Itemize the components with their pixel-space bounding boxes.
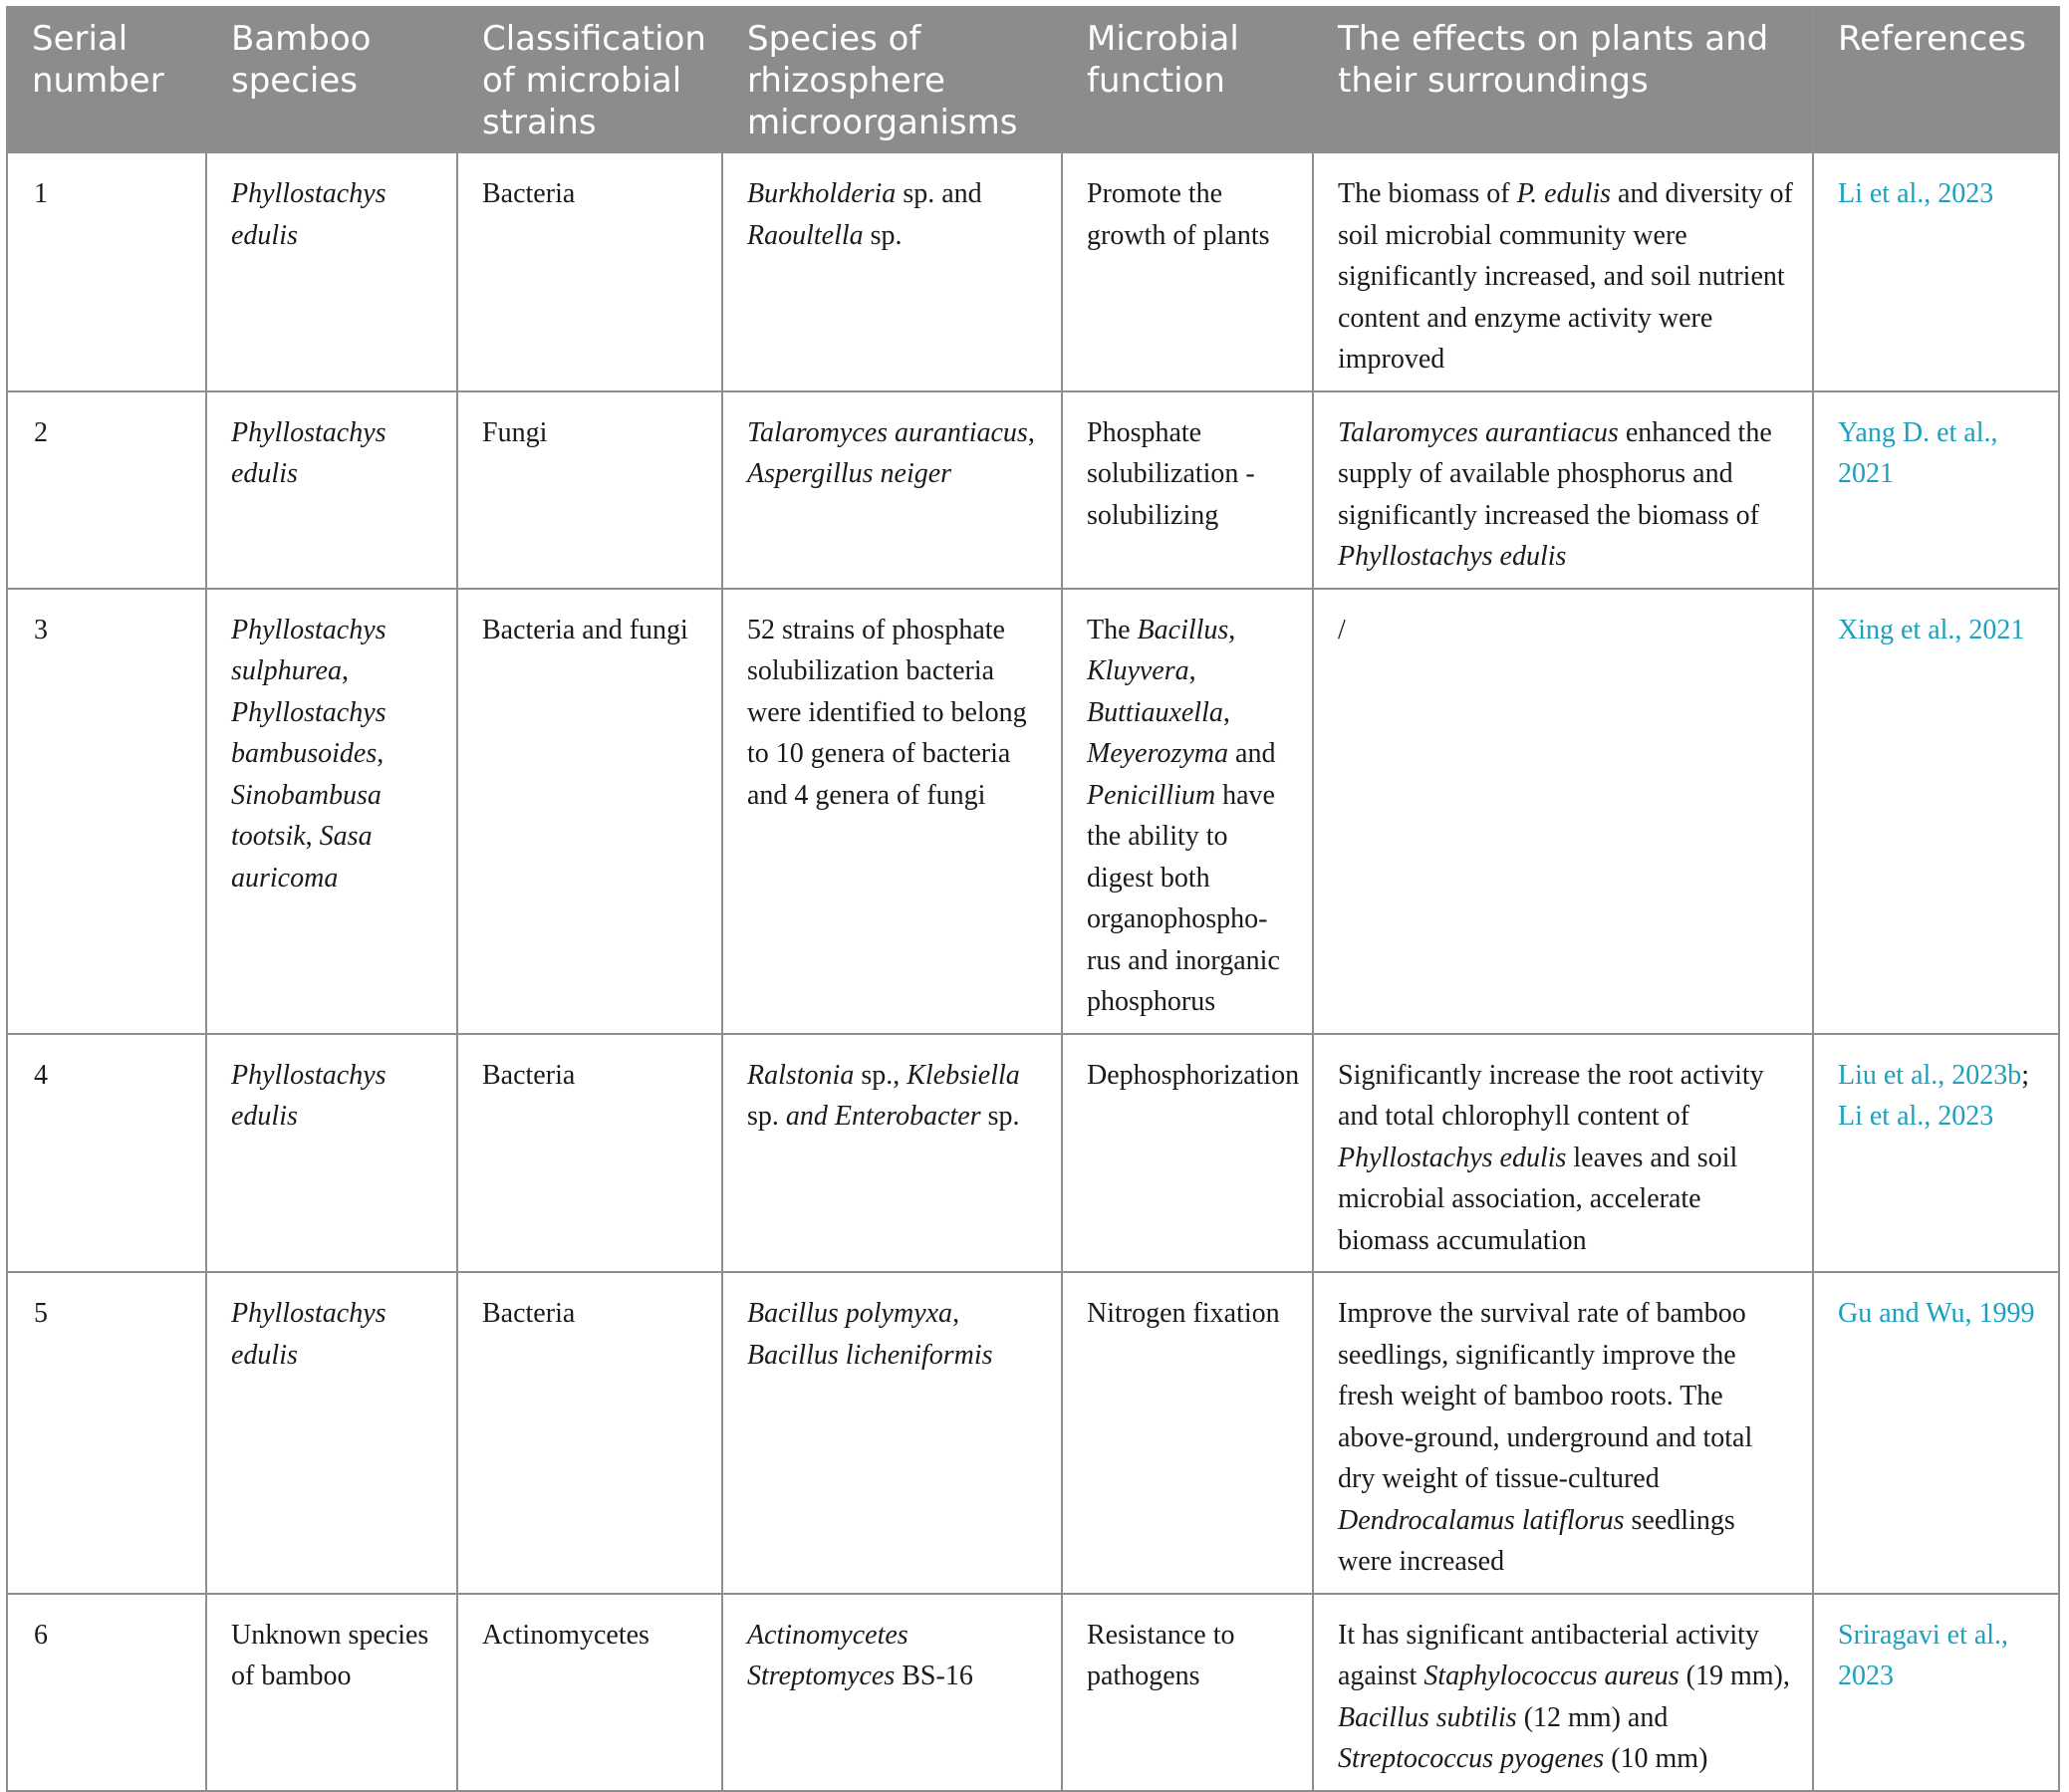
cell-references [1813, 1272, 2059, 1594]
reference-author-link[interactable]: Xing et al., [1838, 614, 1969, 645]
cell-classification: Bacteria [457, 1272, 722, 1594]
header-microbial-function: Microbial function [1062, 7, 1313, 152]
cell-effects: Improve the survival rate of bamboo seedlings, significantly improve the fresh weight of bamboo roots. The above-ground, underground and total dry weight of tissue-cultured Dendrocalamus latiflorus seedlings were increased [1313, 1272, 1813, 1594]
table-row [7, 391, 2059, 589]
header-effects: The effects on plants and their surroundings [1313, 7, 1813, 152]
cell-bamboo-species: Phyllostachys sulphurea, Phyllostachys bambusoides, Sinobambusa tootsik, Sasa auricoma [206, 589, 457, 1034]
cell-function: The Bacillus, Kluyvera, Buttiauxella, Meyerozyma and Penicillium have the ability to digest both organophospho-rus and inorganic phosphorus [1062, 589, 1313, 1034]
reference-separator: ; [2021, 1059, 2030, 1091]
table-row [7, 589, 2059, 1034]
cell-classification: Bacteria and fungi [457, 589, 722, 1034]
table-row [7, 1034, 2059, 1273]
reference-author-link[interactable]: Sriragavi et al., [1838, 1619, 2009, 1651]
cell-references [1813, 1034, 2059, 1273]
cell-bamboo-species: Phyllostachys edulis [206, 152, 457, 391]
reference-year-link[interactable]: 2023b [1951, 1059, 2022, 1091]
cell-function: Promote the growth of plants [1062, 152, 1313, 391]
cell-rhizosphere-species: Ralstonia sp., Klebsiella sp. and Enterobacter sp. [722, 1034, 1062, 1273]
cell-rhizosphere-species: Actinomycetes Streptomyces BS-16 [722, 1594, 1062, 1791]
cell-serial: 6 [7, 1594, 206, 1791]
table-row [7, 152, 2059, 391]
cell-function: Dephosphorization [1062, 1034, 1313, 1273]
bamboo-microorganism-table [6, 6, 2060, 1792]
cell-references [1813, 391, 2059, 589]
header-references: References [1813, 7, 2059, 152]
header-rhizosphere-species: Species of rhizosphere microorganisms [722, 7, 1062, 152]
cell-function: Phosphate solubilization -solubilizing [1062, 391, 1313, 589]
header-classification: Classification of microbial strains [457, 7, 722, 152]
reference-author-link[interactable]: Yang D. et al., [1838, 416, 1998, 448]
cell-references [1813, 589, 2059, 1034]
cell-classification: Bacteria [457, 1034, 722, 1273]
table-header-row [7, 7, 2059, 152]
reference-author-link[interactable]: Liu et al., [1838, 1059, 1952, 1091]
cell-rhizosphere-species: Bacillus polymyxa, Bacillus licheniformis [722, 1272, 1062, 1594]
reference-year-link[interactable]: 2021 [1838, 458, 1894, 489]
cell-rhizosphere-species: Burkholderia sp. and Raoultella sp. [722, 152, 1062, 391]
reference-year-link[interactable]: 2023 [1938, 1101, 1994, 1132]
table-body [7, 152, 2059, 1791]
cell-serial: 2 [7, 391, 206, 589]
cell-classification: Bacteria [457, 152, 722, 391]
cell-effects: Talaromyces aurantiacus enhanced the supply of available phosphorus and significantly increased the biomass of Phyllostachys edulis [1313, 391, 1813, 589]
reference-year-link[interactable]: 1999 [1978, 1298, 2035, 1329]
reference-year-link[interactable]: 2023 [1938, 178, 1994, 209]
cell-function: Nitrogen fixation [1062, 1272, 1313, 1594]
cell-serial: 1 [7, 152, 206, 391]
reference-author-link[interactable]: Li et al., [1838, 178, 1939, 209]
cell-effects: The biomass of P. edulis and diversity of soil microbial community were significantly increased, and soil nutrient content and enzyme activity were improved [1313, 152, 1813, 391]
table-row [7, 1594, 2059, 1791]
cell-effects: / [1313, 589, 1813, 1034]
cell-serial: 5 [7, 1272, 206, 1594]
cell-bamboo-species: Phyllostachys edulis [206, 391, 457, 589]
data-table-container [6, 6, 2058, 1792]
cell-effects: Significantly increase the root activity and total chlorophyll content of Phyllostachys edulis leaves and soil microbial association, accelerate biomass accumulation [1313, 1034, 1813, 1273]
header-bamboo-species: Bamboo species [206, 7, 457, 152]
reference-year-link[interactable]: 2023 [1838, 1661, 1894, 1691]
header-serial-number: Serial number [7, 7, 206, 152]
cell-function: Resistance to pathogens [1062, 1594, 1313, 1791]
reference-year-link[interactable]: 2021 [1968, 614, 2025, 645]
cell-references [1813, 152, 2059, 391]
reference-author-link[interactable]: Li et al., [1838, 1101, 1939, 1132]
reference-author-link[interactable]: Gu and Wu, [1838, 1298, 1979, 1329]
cell-classification: Fungi [457, 391, 722, 589]
cell-rhizosphere-species: 52 strains of phosphate solubilization bacteria were identified to belong to 10 genera of bacteria and 4 genera of fungi [722, 589, 1062, 1034]
cell-rhizosphere-species: Talaromyces aurantiacus, Aspergillus neiger [722, 391, 1062, 589]
cell-effects: It has significant antibacterial activity against Staphylococcus aureus (19 mm), Bacillus subtilis (12 mm) and Streptococcus pyogenes (10 mm) [1313, 1594, 1813, 1791]
cell-bamboo-species: Unknown species of bamboo [206, 1594, 457, 1791]
cell-bamboo-species: Phyllostachys edulis [206, 1272, 457, 1594]
cell-bamboo-species: Phyllostachys edulis [206, 1034, 457, 1273]
cell-serial: 4 [7, 1034, 206, 1273]
cell-serial: 3 [7, 589, 206, 1034]
cell-classification: Actinomycetes [457, 1594, 722, 1791]
cell-references [1813, 1594, 2059, 1791]
table-row [7, 1272, 2059, 1594]
